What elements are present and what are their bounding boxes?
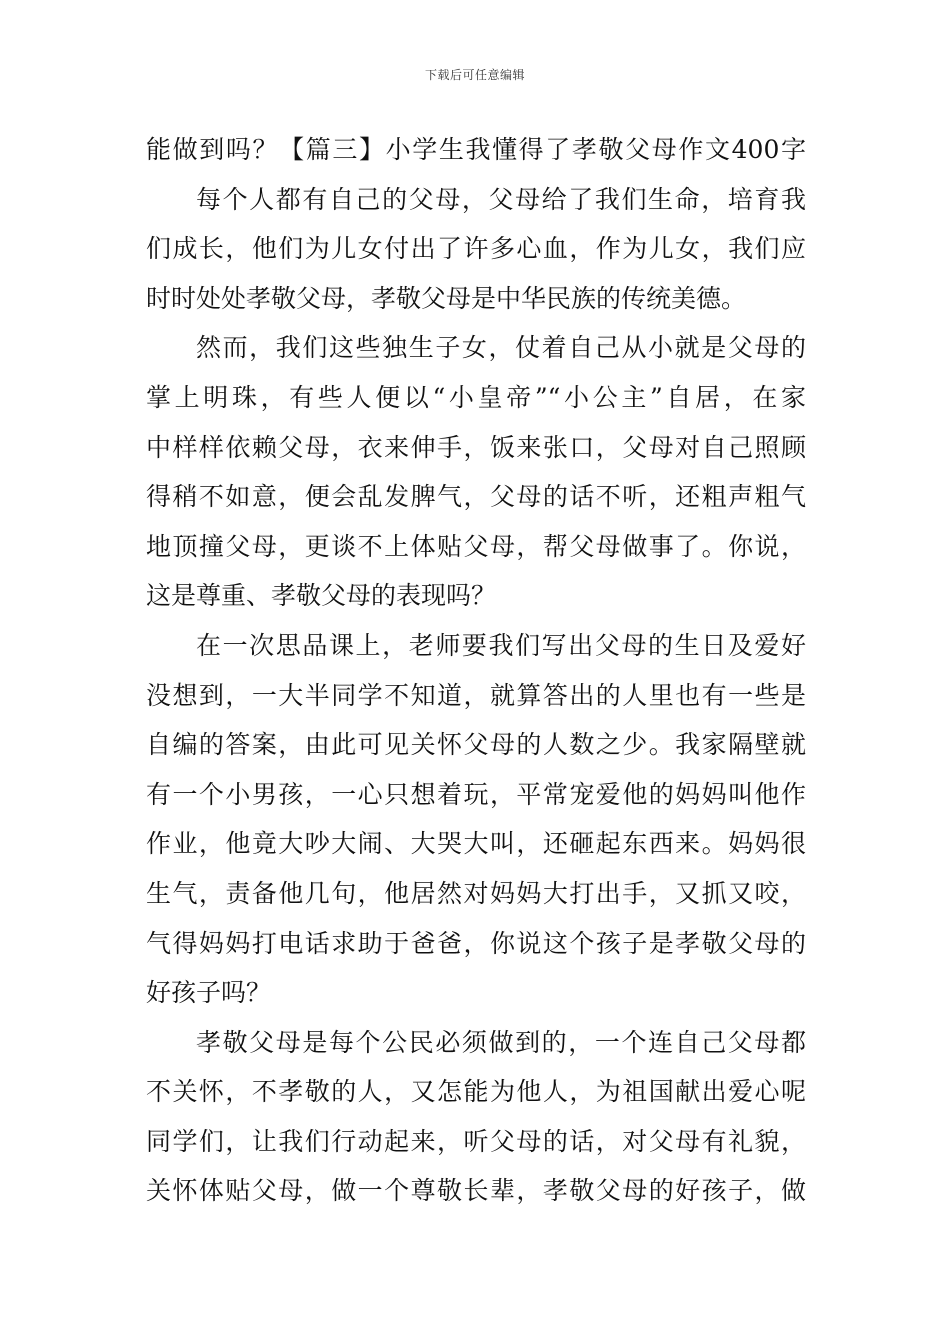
text-line: 地顶撞父母，更谈不上体贴父母，帮父母做事了。你说， xyxy=(146,531,806,561)
text-line: 生气，责备他几句，他居然对妈妈大打出手，又抓又咬， xyxy=(146,878,806,908)
text-line: 能做到吗？【篇三】小学生我懂得了孝敬父母作文400字 xyxy=(146,135,806,164)
text-line: 中样样依赖父母，衣来伸手，饭来张口，父母对自己照顾 xyxy=(146,432,806,462)
paragraph xyxy=(146,621,806,1018)
text-line: 们成长，他们为儿女付出了许多心血，作为儿女，我们应 xyxy=(146,234,806,264)
text-line: 不关怀，不孝敬的人，又怎能为他人，为祖国献出爱心呢 xyxy=(146,1077,806,1107)
page-header: 下载后可任意编辑 xyxy=(424,68,525,82)
paragraph xyxy=(146,1018,806,1216)
text-line: 有一个小男孩，一心只想着玩，平常宠爱他的妈妈叫他作 xyxy=(146,779,806,809)
text-line: 掌上明珠，有些人便以“小皇帝”“小公主”自居，在家 xyxy=(146,382,806,412)
paragraph xyxy=(146,125,806,175)
text-line: 在一次思品课上，老师要我们写出父母的生日及爱好 xyxy=(196,630,806,660)
text-line: 孝敬父母是每个公民必须做到的，一个连自己父母都 xyxy=(196,1027,806,1057)
text-line: 这是尊重、孝敬父母的表现吗？ xyxy=(146,581,497,611)
paragraph xyxy=(146,323,806,621)
text-line: 气得妈妈打电话求助于爸爸，你说这个孩子是孝敬父母的 xyxy=(146,928,806,958)
text-line: 得稍不如意，便会乱发脾气，父母的话不听，还粗声粗气 xyxy=(146,482,806,512)
text-line: 每个人都有自己的父母，父母给了我们生命，培育我 xyxy=(196,184,806,214)
text-line: 关怀体贴父母，做一个尊敬长辈，孝敬父母的好孩子，做 xyxy=(146,1176,806,1206)
article-body xyxy=(146,125,806,1216)
text-line: 时时处处孝敬父母，孝敬父母是中华民族的传统美德。 xyxy=(146,283,747,313)
paragraph xyxy=(146,175,806,324)
text-line: 好孩子吗？ xyxy=(146,978,272,1008)
text-line: 同学们，让我们行动起来，听父母的话，对父母有礼貌， xyxy=(146,1126,806,1156)
text-line: 作业，他竟大吵大闹、大哭大叫，还砸起东西来。妈妈很 xyxy=(146,829,806,859)
text-line: 没想到，一大半同学不知道，就算答出的人里也有一些是 xyxy=(146,680,806,710)
text-line: 然而，我们这些独生子女，仗着自己从小就是父母的 xyxy=(196,333,806,363)
text-line: 自编的答案，由此可见关怀父母的人数之少。我家隔壁就 xyxy=(146,730,806,760)
